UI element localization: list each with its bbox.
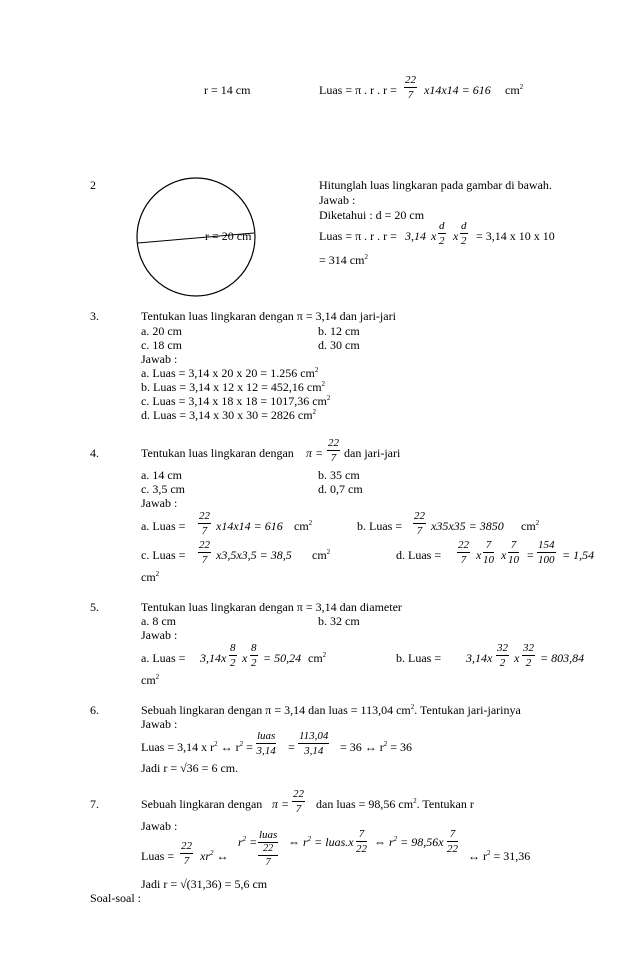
s7-luas-lead: Luas = [141,849,175,863]
s5-a-unit-text: cm [308,651,323,665]
s7-iff-1-text: ⇔ r [288,835,308,849]
s7-mid: = luas.x [314,835,354,849]
s4-answer-c-expr: x3,5x3,5 = 38,5 [216,548,292,562]
s7-fraction-1 [180,841,193,867]
s4-d-fraction-2 [483,540,494,566]
s7-pi-eq: π = [272,797,290,811]
s6-arrow-1: ↔ r [220,740,240,754]
s4-a-unit-sup: 2 [308,519,313,527]
s3-answer-a-sup: 2 [314,366,319,374]
s5-a-coef: 3,14x [200,651,227,665]
s7-question-tail-2: . Tentukan r [416,797,474,811]
s3-option-d: d. 30 cm [318,338,360,352]
s6-number: 6. [90,703,99,717]
s6-result [340,741,412,753]
s4-answer-a-unit [294,520,312,532]
top-fraction [404,75,417,101]
s5-a-f2-den: 2 [251,657,257,669]
s3-answer-b [141,381,325,393]
s5-cm-line-sup: 2 [155,673,160,681]
s6-question-sup: 2 [410,703,415,711]
s7-iff-2-text: ⇔ r [374,835,394,849]
s4-option-d: d. 0,7 cm [318,482,363,496]
s6-arrow-1-sup: 2 [239,740,244,748]
s6-jadi: Jadi r = √36 = 6 cm. [141,761,239,775]
s5-a-unit-sup: 2 [322,651,327,659]
s2-result-text: = 314 cm [319,253,365,267]
s4-b-unit-text: cm [521,519,536,533]
s4-d-f2-num: 7 [483,540,494,553]
s2-fraction-2 [460,221,468,247]
s4-pi-num: 22 [328,437,339,449]
s4-a-frac-num: 22 [199,510,210,522]
s2-result-sup: 2 [364,253,368,261]
s2-radius-label: r = 20 cm [205,229,252,243]
s2-fraction-1 [438,221,446,247]
s7-f1-den: 7 [183,855,190,867]
s3-option-a: a. 20 cm [141,324,182,338]
s4-d-f4-den: 100 [538,554,555,566]
s4-d-result: = 1,54 [562,548,595,562]
s7-f3-num: 7 [447,829,458,842]
s6-question-text: Sebuah lingkaran dengan π = 3,14 dan luas = 113,04 cm [141,703,411,717]
s4-d-eq: = [527,548,534,562]
s7-iff-2 [374,836,444,848]
s5-b-f2-num: 32 [523,642,534,654]
s4-d-f1-den: 7 [460,554,467,566]
s5-jawab: Jawab : [141,628,178,642]
s2-number: 2 [90,178,96,192]
s2-x1: x [431,229,437,243]
s3-answer-c [141,395,330,407]
s6-jawab: Jawab : [141,717,178,731]
s6-eq-2: = [288,740,295,754]
s2-luas-lead: Luas = π . r . r = [319,229,397,243]
s7-arrow: ↔ [216,849,229,863]
s7-final-text: ↔ r [468,849,487,863]
s3-number: 3. [90,309,99,323]
s6-luas-lead-sup: 2 [214,740,218,748]
s5-option-a: a. 8 cm [141,614,176,628]
s4-pi-den: 7 [330,452,337,464]
s3-question: Tentukan luas lingkaran dengan π = 3,14 dan jari-jari [141,309,396,323]
s5-answer-b-lead: b. Luas = [396,651,442,665]
s5-a-x: x [242,651,248,665]
s7-r2eq-eq: = [249,835,258,849]
s4-option-b: b. 35 cm [318,468,360,482]
s2-frac1-num: d [439,220,445,232]
s4-answer-b-unit [521,520,539,532]
s4-question-tail: dan jari-jari [344,446,401,460]
s7-f3-den: 22 [447,843,458,855]
s7-big-num: luas [259,829,278,841]
s6-f2-den: 3,14 [304,745,324,757]
s4-cm-line [141,571,159,583]
s7-question-lead: Sebuah lingkaran dengan [141,797,263,811]
s5-a-result: = 50,24 [263,651,302,665]
s5-b-x: x [514,651,520,665]
s7-iff-1 [288,836,354,848]
s4-d-f3-num: 7 [508,540,519,553]
s4-c-frac-den: 7 [201,554,208,566]
s4-b-frac-num: 22 [414,510,425,522]
s4-option-a: a. 14 cm [141,468,182,482]
s7-big-den-num: 22 [258,844,278,856]
s2-frac2-den: 2 [461,235,467,247]
s6-f2-num: 113,04 [299,730,329,742]
s4-d-x2: x [501,548,507,562]
top-unit-sup: 2 [519,83,524,91]
s7-r2eq-sup: 2 [242,835,247,843]
s7-r2eq [238,836,257,848]
s3-answer-d-sup: 2 [312,408,317,416]
s3-answer-c-sup: 2 [326,394,331,402]
s5-answer-a-lead: a. Luas = [141,651,186,665]
s7-final [468,850,530,862]
s4-pi-eq: π = [306,446,324,460]
s7-big-den [258,843,278,868]
s3-answer-d-text: d. Luas = 3,14 x 30 x 30 = 2826 cm [141,408,313,422]
s5-a-unit [308,652,326,664]
s7-big-fraction [258,830,278,868]
s2-coef: 3,14 [405,229,426,243]
s7-mid-2: = 98,56x [400,835,444,849]
footer-soal: Soal-soal : [90,891,141,905]
s7-iff-1-sup: 2 [307,835,312,843]
s4-answer-a-lead: a. Luas = [141,519,186,533]
top-unit-text: cm [505,83,520,97]
s5-option-b: b. 32 cm [318,614,360,628]
top-unit [505,84,523,96]
s4-cm-line-sup: 2 [155,570,160,578]
s7-big-den-den: 7 [265,857,271,868]
s3-option-c: c. 18 cm [141,338,182,352]
s2-diketahui: Diketahui : d = 20 cm [319,208,425,222]
s7-r2eq-text: r [238,835,243,849]
s7-pi-fraction [292,789,305,815]
s6-fraction-2 [298,731,329,757]
s5-b-f2-den: 2 [525,657,532,669]
top-luas-lead: Luas = π . r . r = [319,83,397,97]
s6-result-sup: 2 [383,740,388,748]
s3-answer-d [141,409,316,421]
s2-result [319,254,368,266]
s5-b-f1-den: 2 [499,657,506,669]
s4-c-frac-num: 22 [199,539,210,551]
s5-b-result: = 803,84 [540,651,585,665]
s6-question-tail: . Tentukan jari-jarinya [414,703,521,717]
s4-answer-c-fraction [198,540,211,566]
s3-answer-b-text: b. Luas = 3,14 x 12 x 12 = 452,16 cm [141,380,322,394]
s4-d-f4-num: 154 [538,539,555,551]
s7-fraction-3 [447,829,458,855]
s5-b-fraction-1 [496,643,509,669]
s6-f1-den: 3,14 [256,745,276,757]
s4-question-lead: Tentukan luas lingkaran dengan [141,446,294,460]
s7-question-tail-text: dan luas = 98,56 cm [316,797,414,811]
s6-eq-1: = [246,740,253,754]
s7-jadi: Jadi r = √(31,36) = 5,6 cm [141,877,268,891]
s5-number: 5. [90,600,99,614]
s3-answer-a [141,367,318,379]
s7-xr-text: xr [200,849,210,863]
s7-pi-den: 7 [295,803,302,815]
s7-number: 7. [90,797,99,811]
s7-question-tail-sup: 2 [413,797,417,805]
s7-f2-den: 22 [356,843,367,855]
s7-iff-2-sup: 2 [393,835,398,843]
s7-f2-num: 7 [356,829,367,842]
s4-answer-c-unit [312,549,330,561]
s4-number: 4. [90,446,99,460]
s6-question [141,704,521,716]
s5-a-fraction-2 [250,643,258,669]
top-frac-num: 22 [405,74,416,86]
s2-x2: x [453,229,459,243]
s6-luas-lead-text: Luas = 3,14 x r [141,740,215,754]
s7-f1-num: 22 [181,840,192,852]
s4-pi-fraction [327,438,340,464]
s4-answer-a-expr: x14x14 = 616 [216,519,283,533]
s5-a-f2-num: 8 [251,642,257,654]
s4-d-f2-den: 10 [483,554,494,566]
s7-pi-num: 22 [293,788,304,800]
s4-d-f3-den: 10 [508,554,519,566]
s5-b-fraction-2 [522,643,535,669]
s2-frac2-num: d [461,220,467,232]
s4-answer-b-fraction [413,511,426,537]
s4-answer-d-lead: d. Luas = [396,548,442,562]
s5-cm-line-text: cm [141,673,156,687]
s5-a-fraction-1 [229,643,237,669]
s4-b-frac-den: 7 [416,525,423,537]
s7-fraction-2 [356,829,367,855]
s5-b-f1-num: 32 [497,642,508,654]
s5-question: Tentukan luas lingkaran dengan π = 3,14 dan diameter [141,600,402,614]
s4-option-c: c. 3,5 cm [141,482,185,496]
s6-luas-lead [141,741,253,753]
s7-xr [200,850,229,862]
s2-frac1-den: 2 [439,235,445,247]
s7-question-tail [316,798,474,810]
s7-xr-sup: 2 [210,849,214,857]
s4-answer-a-fraction [198,511,211,537]
s5-a-f1-den: 2 [230,657,236,669]
s3-option-b: b. 12 cm [318,324,360,338]
s4-jawab: Jawab : [141,496,178,510]
s7-final-2: = 31,36 [493,849,531,863]
s4-c-unit-sup: 2 [326,548,331,556]
s3-answer-c-text: c. Luas = 3,14 x 18 x 18 = 1017,36 cm [141,394,327,408]
s6-result-2: = 36 [390,740,413,754]
s4-d-f1-num: 22 [458,539,469,551]
s2-tail: = 3,14 x 10 x 10 [476,229,555,243]
s4-cm-line-text: cm [141,570,156,584]
s3-answer-a-text: a. Luas = 3,14 x 20 x 20 = 1.256 cm [141,366,315,380]
s4-a-unit-text: cm [294,519,309,533]
s7-final-sup: 2 [487,849,491,857]
s5-cm-line [141,674,159,686]
top-expr: x14x14 = 616 [424,83,491,97]
top-radius: r = 14 cm [204,83,251,97]
s4-d-fraction-4 [537,540,556,566]
s4-d-fraction-3 [508,540,519,566]
top-frac-den: 7 [407,89,414,101]
s4-d-x1: x [476,548,482,562]
s7-jawab: Jawab : [141,819,178,833]
s2-question: Hitunglah luas lingkaran pada gambar di bawah. [319,178,552,192]
s4-a-frac-den: 7 [201,525,208,537]
s5-b-coef: 3,14x [466,651,493,665]
s4-answer-b-expr: x35x35 = 3850 [431,519,504,533]
s3-jawab: Jawab : [141,352,178,366]
s5-a-f1-num: 8 [230,642,236,654]
s4-answer-c-lead: c. Luas = [141,548,186,562]
s2-jawab: Jawab : [319,193,356,207]
s4-answer-b-lead: b. Luas = [357,519,403,533]
s3-answer-b-sup: 2 [321,380,326,388]
s6-f1-num: luas [257,730,276,742]
s6-fraction-1 [256,731,276,757]
s4-c-unit-text: cm [312,548,327,562]
s6-result-text: = 36 ↔ r [340,740,384,754]
s4-d-fraction-1 [457,540,470,566]
s4-b-unit-sup: 2 [535,519,540,527]
